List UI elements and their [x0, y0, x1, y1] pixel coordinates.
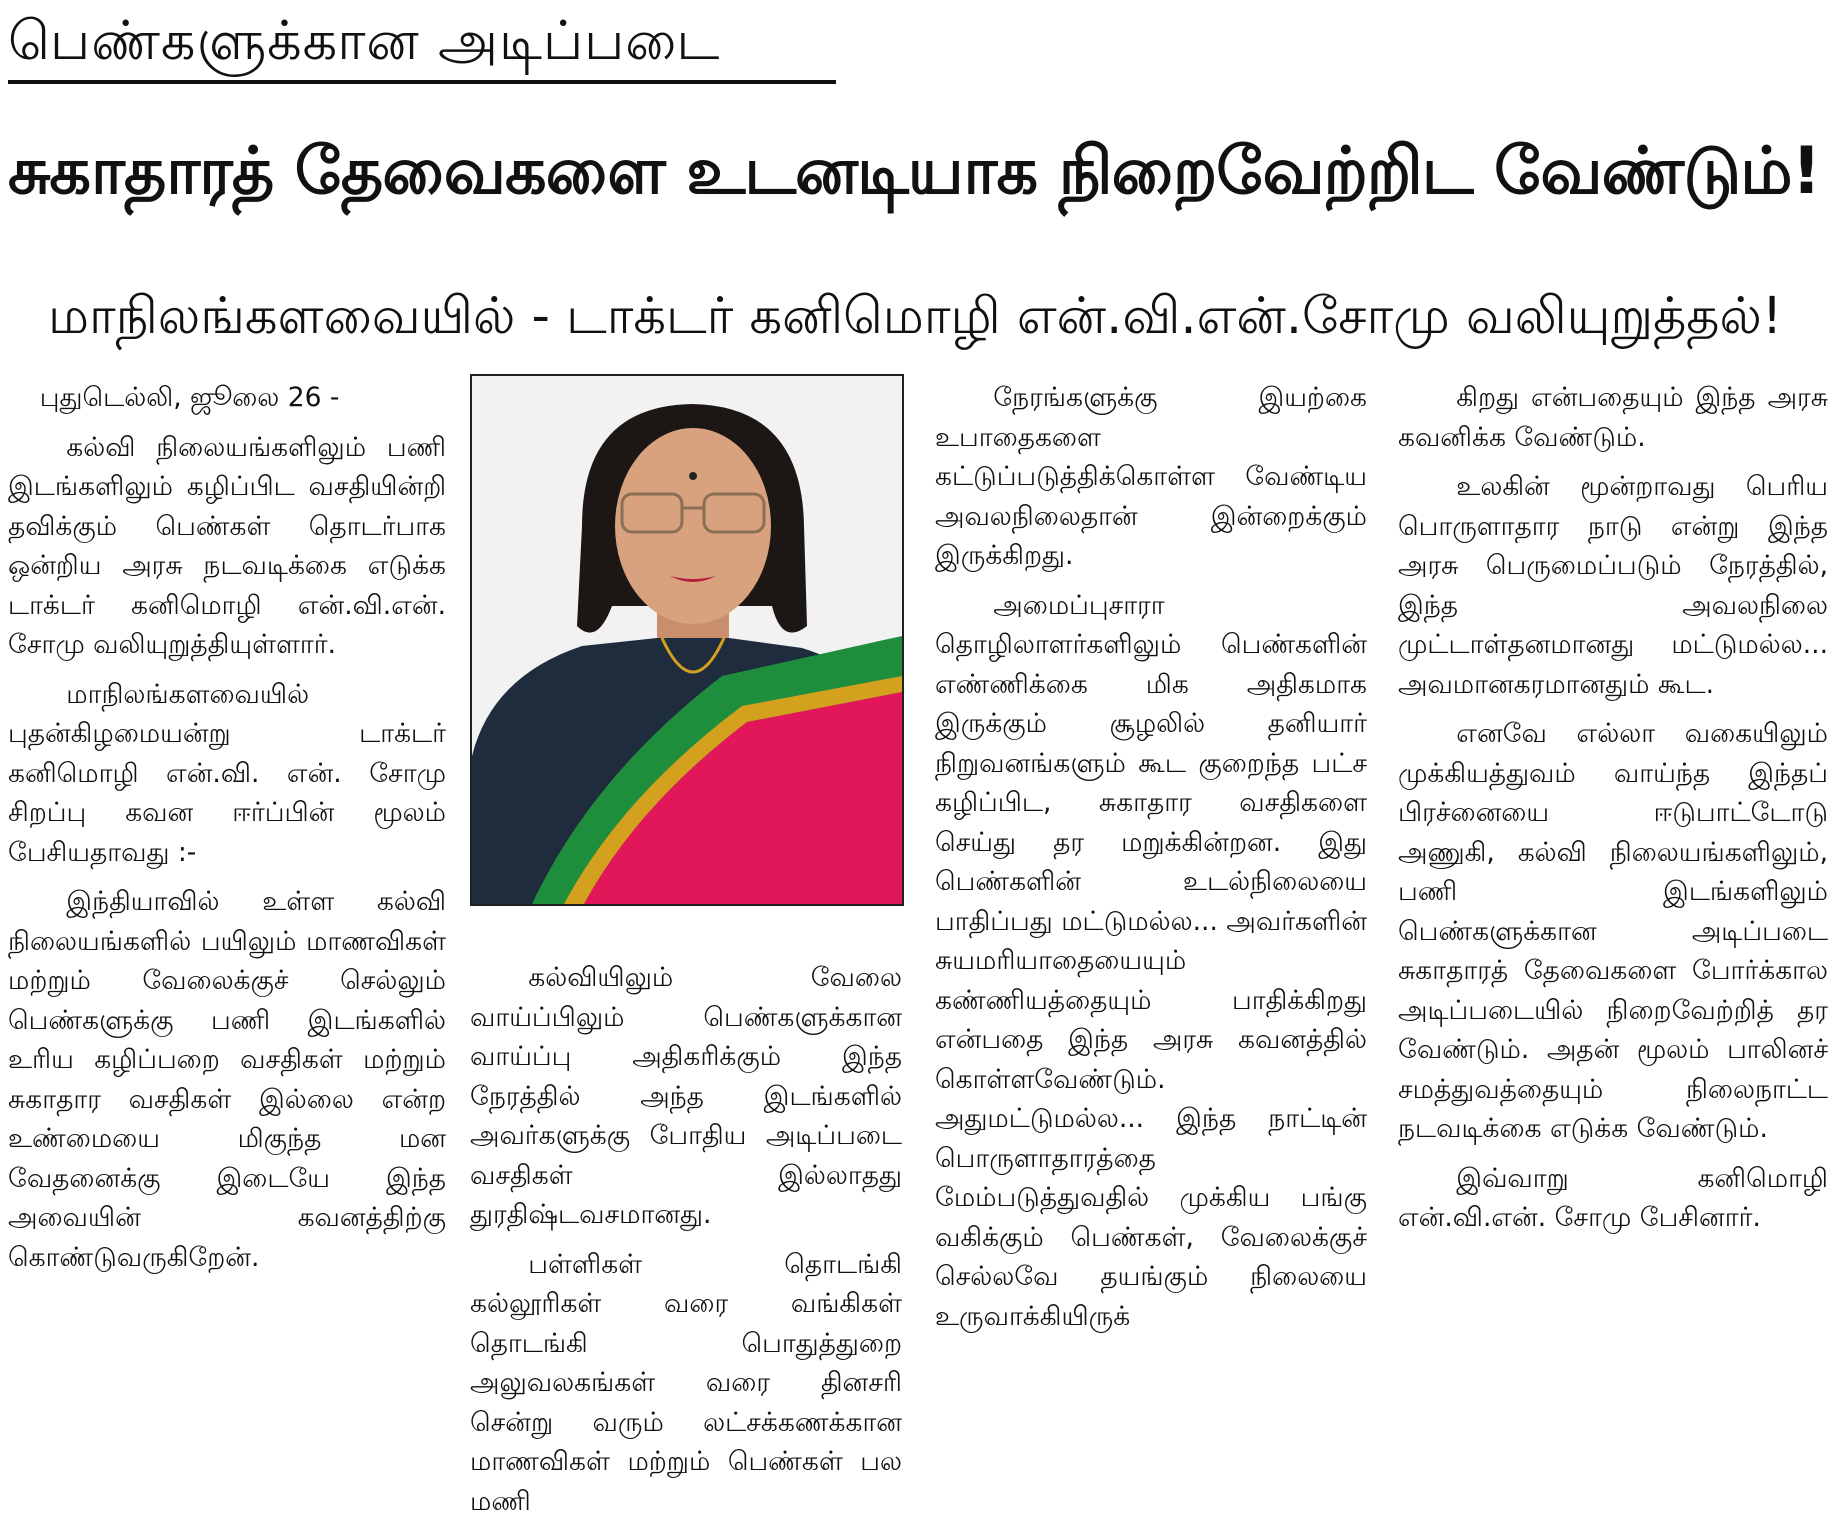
paragraph: இவ்வாறு கனிமொழி என்.வி.என். சோமு பேசினார். — [1398, 1162, 1828, 1233]
article-column-1 — [8, 378, 446, 1518]
paragraph: உலகின் மூன்றாவது பெரிய பொருளாதார நாடு என்று இந்த அரசு பெருமைப்படும் நேரத்தில், இந்த அவலநிலை முட்டாள்தனமானது மட்டுமல்ல... அவமானகரமானதும் கூட. — [1398, 471, 1828, 700]
paragraph: எனவே எல்லா வகையிலும் முக்கியத்துவம் வாய்ந்த இந்தப் பிரச்னையை ஈடுபாட்டோடு அணுகி, கல்வி நிலையங்களிலும், பணி இடங்களிலும் பெண்களுக்கான அடிப்படை சுகாதாரத் தேவைகளை போர்க்கால அடிப்படையில் நிறைவேற்றித் தர வேண்டும். அதன் மூலம் பாலினச் சமத்துவத்தையும் நிலைநாட்ட நடவடிக்கை எடுக்க வேண்டும். — [1398, 718, 1828, 1144]
paragraph: பள்ளிகள் தொடங்கி கல்லூரிகள் வரை வங்கிகள் தொடங்கி பொதுத்துறை அலுவலகங்கள் வரை தினசரி சென்று வரும் லட்சக்கணக்கான மாணவிகள் மற்றும் பெண்கள் பல மணி — [470, 1248, 902, 1517]
kicker-underline — [8, 80, 836, 84]
article-column-4 — [1398, 378, 1828, 1518]
portrait-photo — [470, 374, 904, 906]
kicker-heading: பெண்களுக்கான அடிப்படை — [8, 9, 721, 72]
paragraph: கல்வியிலும் வேலை வாய்ப்பிலும் பெண்களுக்கான வாய்ப்பு அதிகரிக்கும் இந்த நேரத்தில் அந்த இடங்களில் அவர்களுக்கு போதிய அடிப்படை வசதிகள் இல்லாதது துரதிஷ்டவசமானது. — [470, 962, 902, 1230]
article-column-2 — [470, 958, 902, 1518]
paragraph: அமைப்புசாரா தொழிலாளர்களிலும் பெண்களின் எண்ணிக்கை மிக அதிகமாக இருக்கும் சூழலில் தனியார் நிறுவனங்களும் கூட குறைந்த பட்ச கழிப்பிட, சுகாதார வசதிகளை செய்து தர மறுக்கின்றன. இது பெண்களின் உடல்நிலையை பாதிப்பது மட்டுமல்ல... அவர்களின் சுயமரியாதையையும் கண்ணியத்தையும் பாதிக்கிறது என்பதை இந்த அரசு கவனத்தில் கொள்ளவேண்டும். அதுமட்டுமல்ல... இந்த நாட்டின் பொருளாதாரத்தை மேம்படுத்துவதில் முக்கிய பங்கு வகிக்கும் பெண்கள், வேலைக்குச் செல்லவே தயங்கும் நிலையை உருவாக்கியிருக் — [935, 589, 1367, 1332]
bindi — [689, 472, 697, 480]
paragraph: கல்வி நிலையங்களிலும் பணி இடங்களிலும் கழிப்பிட வசதியின்றி தவிக்கும் பெண்கள் தொடர்பாக ஒன்றிய அரசு நடவடிக்கை எடுக்க டாக்டர் கனிமொழி என்.வி.என். சோமு வலியுறுத்தியுள்ளார். — [8, 431, 446, 660]
subheadline: மாநிலங்களவையில் - டாக்டர் கனிமொழி என்.வி.என்.சோமு வலியுறுத்தல்! — [48, 287, 1783, 346]
headline: சுகாதாரத் தேவைகளை உடனடியாக நிறைவேற்றிட வேண்டும்! — [8, 134, 1821, 209]
dateline: புதுடெல்லி, ஜூலை 26 - — [39, 382, 340, 413]
paragraph: மாநிலங்களவையில் புதன்கிழமையன்று டாக்டர் கனிமொழி என்.வி. என். சோமு சிறப்பு கவன ஈர்ப்பின் மூலம் பேசியதாவது :- — [8, 678, 446, 868]
article-column-3 — [935, 378, 1367, 1518]
face — [615, 428, 771, 624]
paragraph: கிறது என்பதையும் இந்த அரசு கவனிக்க வேண்டும். — [1398, 382, 1828, 453]
paragraph: இந்தியாவில் உள்ள கல்வி நிலையங்களில் பயிலும் மாணவிகள் மற்றும் வேலைக்குச் செல்லும் பெண்களுக்கு பணி இடங்களில் உரிய கழிப்பறை வசதிகள் மற்றும் சுகாதார வசதிகள் இல்லை என்ற உண்மையை மிகுந்த மன வேதனைக்கு இடையே இந்த அவையின் கவனத்திற்கு கொண்டுவருகிறேன். — [8, 886, 446, 1273]
paragraph: நேரங்களுக்கு இயற்கை உபாதைகளை கட்டுப்படுத்திக்கொள்ள வேண்டிய அவலநிலைதான் இன்றைக்கும் இருக்கிறது. — [935, 382, 1367, 571]
